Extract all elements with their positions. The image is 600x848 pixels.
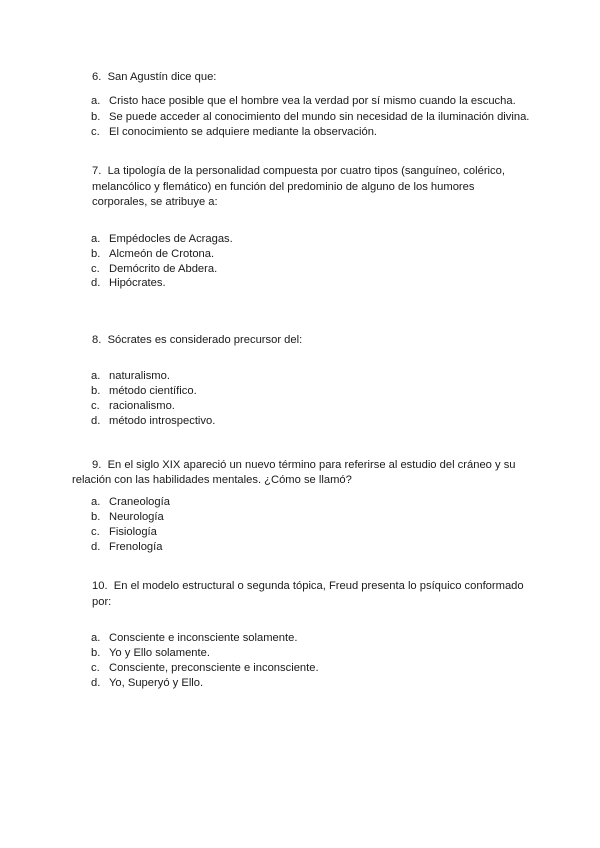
option-letter: d. — [91, 677, 101, 689]
option-text: Craneología — [109, 496, 170, 508]
option-text: Se puede acceder al conocimiento del mundo sin necesidad de la iluminación divina. — [109, 111, 530, 123]
question-number: 8. — [92, 334, 102, 346]
option-text: Frenología — [109, 541, 163, 553]
option-text: Demócrito de Abdera. — [109, 263, 218, 275]
option-text: Yo y Ello solamente. — [109, 647, 210, 659]
option-letter: d. — [91, 415, 101, 427]
option-letter: a. — [91, 233, 101, 245]
option-text: Cristo hace posible que el hombre vea la verdad por sí mismo cuando la escucha. — [109, 95, 516, 107]
question-text-line: melancólico y flemático) en función del predominio de alguno de los humores — [92, 181, 475, 193]
option-text: método científico. — [109, 385, 197, 397]
option-letter: b. — [91, 511, 101, 523]
question-7-line-2 — [92, 180, 474, 195]
question-9-line-2 — [72, 473, 352, 488]
option-letter: b. — [91, 385, 101, 397]
question-number: 10. — [92, 580, 108, 592]
question-text-line: En el siglo XIX apareció un nuevo término para referirse al estudio del cráneo y su — [107, 459, 516, 471]
question-text: Sócrates es considerado precursor del: — [107, 334, 303, 346]
option-letter: c. — [91, 126, 100, 138]
option-text: Alcmeón de Crotona. — [109, 248, 215, 260]
question-7-line-3 — [92, 195, 218, 210]
option-letter: c. — [91, 400, 100, 412]
option-text: Empédocles de Acragas. — [109, 233, 233, 245]
option-letter: b. — [91, 647, 101, 659]
question-6 — [92, 70, 216, 85]
option-letter: b. — [91, 111, 101, 123]
option-letter: d. — [91, 277, 101, 289]
option-text: Consciente e inconsciente solamente. — [109, 632, 298, 644]
option-text: Hipócrates. — [109, 277, 166, 289]
question-10 — [92, 579, 524, 594]
option-letter: a. — [91, 370, 101, 382]
question-number: 7. — [92, 165, 102, 177]
option-letter: a. — [91, 632, 101, 644]
option-letter: c. — [91, 526, 100, 538]
option-text: Yo, Superyó y Ello. — [109, 677, 204, 689]
question-text-line: En el modelo estructural o segunda tópica, Freud presenta lo psíquico conformado — [113, 580, 524, 592]
question-text-line: por: — [92, 596, 112, 608]
question-text-line: relación con las habilidades mentales. ¿Cómo se llamó? — [72, 474, 352, 486]
option-letter: b. — [91, 248, 101, 260]
question-text: San Agustín dice que: — [107, 71, 217, 83]
option-letter: a. — [91, 95, 101, 107]
question-8 — [92, 333, 302, 348]
question-7 — [92, 164, 505, 179]
option-text: Fisiología — [109, 526, 157, 538]
question-10-line-2 — [92, 595, 111, 610]
option-text: Neurología — [109, 511, 164, 523]
option-text: Consciente, preconsciente e inconsciente. — [109, 662, 319, 674]
option-text: racionalismo. — [109, 400, 175, 412]
option-text: El conocimiento se adquiere mediante la observación. — [109, 126, 378, 138]
question-number: 9. — [92, 459, 102, 471]
question-text-line: corporales, se atribuye a: — [92, 196, 218, 208]
option-text: método introspectivo. — [109, 415, 216, 427]
option-letter: d. — [91, 541, 101, 553]
option-letter: c. — [91, 662, 100, 674]
option-letter: c. — [91, 263, 100, 275]
question-9 — [92, 458, 516, 473]
question-number: 6. — [92, 71, 102, 83]
question-text-line: La tipología de la personalidad compuesta por cuatro tipos (sanguíneo, colérico, — [107, 165, 505, 177]
option-letter: a. — [91, 496, 101, 508]
option-text: naturalismo. — [109, 370, 170, 382]
